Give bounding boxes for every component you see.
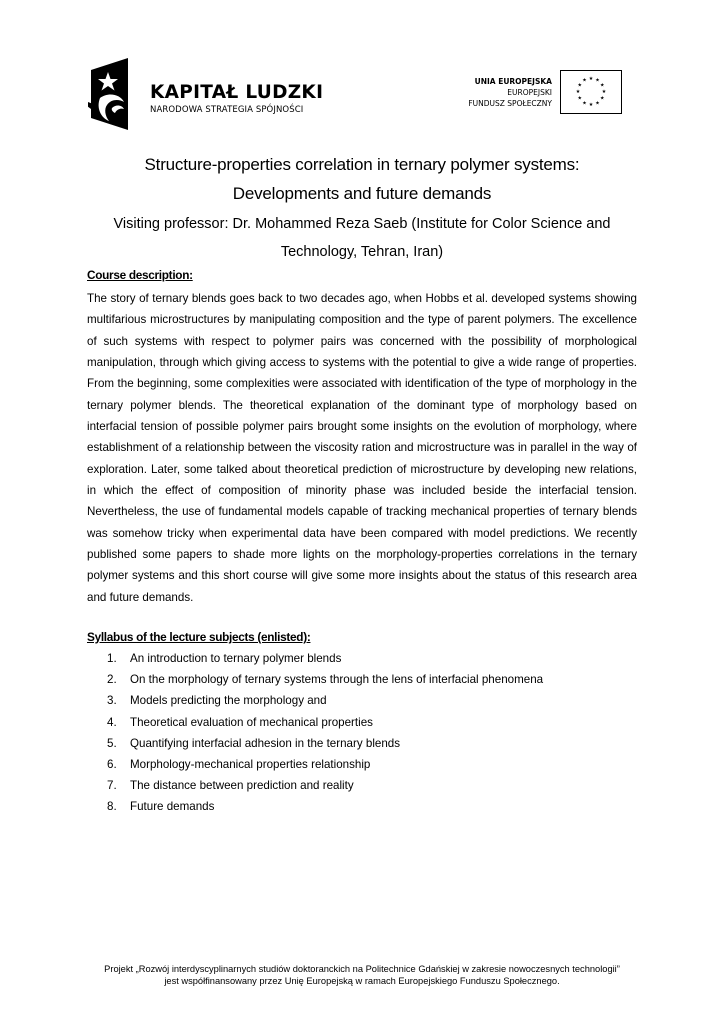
list-item-text: Quantifying interfacial adhesion in the ternary blends xyxy=(130,736,401,750)
page-footer xyxy=(0,963,724,987)
list-item-number: 8. xyxy=(107,800,117,814)
course-description-heading: Course description: xyxy=(87,268,193,282)
svg-text:★: ★ xyxy=(595,100,600,107)
list-item-number: 5. xyxy=(107,736,117,750)
list-item-number: 4. xyxy=(107,715,117,729)
list-item-number: 7. xyxy=(107,779,117,793)
footer-line-1: Projekt „Rozwój interdyscyplinarnych studiów doktoranckich na Politechnice Gdańskiej w zakresie nowoczesnych technologii” xyxy=(104,964,620,974)
list-item-number: 6. xyxy=(107,757,117,771)
kapital-ludzki-subtitle: NARODOWA STRATEGIA SPÓJNOŚCI xyxy=(150,105,304,115)
eu-title: UNIA EUROPEJSKA xyxy=(474,77,552,86)
svg-text:★: ★ xyxy=(575,89,581,95)
eu-line3: FUNDUSZ SPOŁECZNY xyxy=(468,99,552,108)
list-item-number: 2. xyxy=(107,673,117,687)
svg-text:★: ★ xyxy=(600,82,605,89)
title-line-1: Structure-properties correlation in ternary polymer systems: xyxy=(144,155,580,174)
list-item-text: The distance between prediction and reality xyxy=(130,779,354,793)
list-item-text: Theoretical evaluation of mechanical properties xyxy=(130,715,373,729)
syllabus-heading: Syllabus of the lecture subjects (enlisted): xyxy=(87,630,311,644)
eu-line2: EUROPEJSKI xyxy=(507,88,552,97)
svg-text:★: ★ xyxy=(582,77,587,84)
title-line-2: Developments and future demands xyxy=(232,184,492,203)
document-title xyxy=(0,150,724,208)
kapital-ludzki-title: KAPITAŁ LUDZKI xyxy=(150,82,324,103)
svg-text:★: ★ xyxy=(582,100,587,107)
course-description-text: The story of ternary blends goes back to two decades ago, when Hobbs et al. developed systems showing multifarious microstructures by manipulating composition and the type of parent polymers. The excellence of such systems with respect to polymer pairs was concerned with the possibility of morphological manipulation, through which giving access to systems with the potential to give a wide range of properties. From the beginning, some complexities were associated with identification of the type of morphology in the ternary polymer blends. The theoretical explanation of the dominant type of morphology based on interfacial tension of possible polymer pairs brought some insights on the evolution of morphology, where establishment of a relationship between the viscosity ration and microstructure was in parallel in the way of exploration. Later, some talked about theoretical prediction of microstructure by developing new relations, in which the effect of composition of minority phase was included beside the interfacial tension. Nevertheless, the use of fundamental models capable of tracking mechanical properties of ternary blends was somehow tricky when experimental data have been compared with model predictions. We recently published some papers to shade more lights on the morphology-properties correlations in the ternary polymer systems and this short course will give some more insights about the status of this research area and future demands. xyxy=(87,292,637,604)
kapital-ludzki-emblem xyxy=(88,58,140,130)
page-header xyxy=(0,58,724,133)
kapital-ludzki-wordmark xyxy=(150,82,323,116)
list-item-text: On the morphology of ternary systems through the lens of interfacial phenomena xyxy=(130,673,544,687)
visiting-professor: Visiting professor: Dr. Mohammed Reza Saeb (Institute for Color Science and Technology, Tehran, Iran) xyxy=(113,216,611,260)
eu-fund-text xyxy=(468,76,552,109)
svg-text:★: ★ xyxy=(588,102,594,108)
list-item-text: Morphology-mechanical properties relationship xyxy=(130,757,371,771)
list-item-text: Models predicting the morphology and xyxy=(130,694,327,708)
list-item-text: Future demands xyxy=(130,800,215,814)
eu-flag-icon xyxy=(560,70,622,114)
svg-text:★: ★ xyxy=(577,82,582,89)
svg-text:★: ★ xyxy=(577,95,582,102)
svg-text:★: ★ xyxy=(601,89,607,95)
footer-line-2: jest współfinansowany przez Unię Europejską w ramach Europejskiego Funduszu Społecznego. xyxy=(164,976,560,986)
list-item-number: 3. xyxy=(107,694,117,708)
list-item-text: An introduction to ternary polymer blends xyxy=(130,652,342,665)
svg-text:★: ★ xyxy=(595,77,600,84)
list-item-number: 1. xyxy=(107,652,117,665)
svg-text:★: ★ xyxy=(600,95,605,102)
svg-text:★: ★ xyxy=(588,76,594,82)
